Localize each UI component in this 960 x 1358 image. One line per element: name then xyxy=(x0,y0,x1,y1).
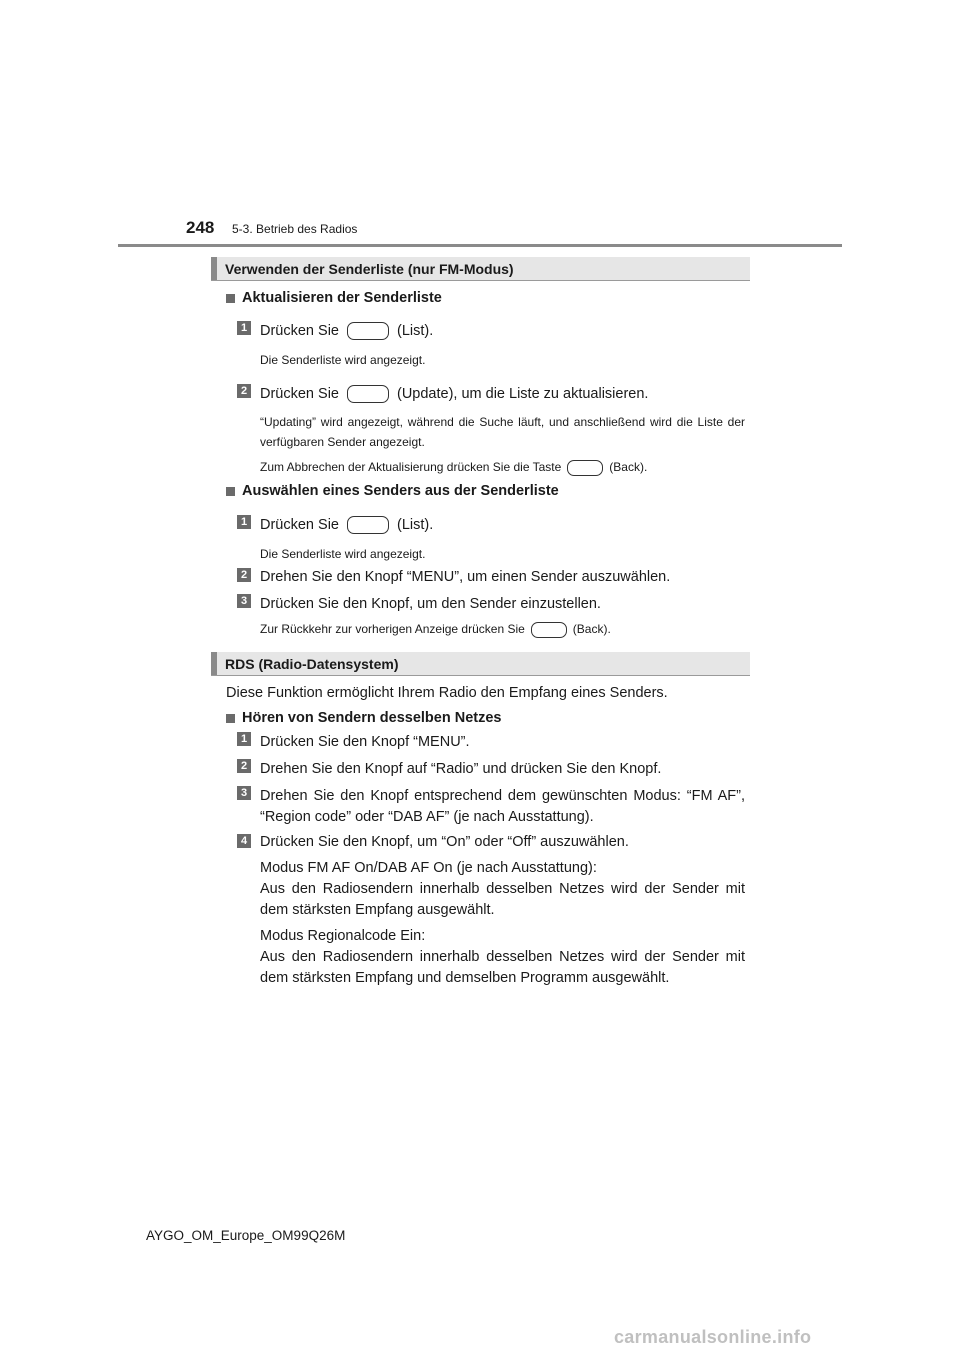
page-number: 248 xyxy=(186,218,215,237)
step-text xyxy=(260,321,433,342)
back-button-icon xyxy=(567,460,603,476)
subheading-text: Auswählen eines Senders aus der Senderliste xyxy=(242,483,559,499)
step-number: 1 xyxy=(237,321,251,335)
note-text-pre: Zum Abbrechen der Aktualisierung drücken Sie die Taste xyxy=(260,460,562,474)
step-text-pre: Drücken Sie xyxy=(260,323,339,339)
step-text: Drehen Sie den Knopf “MENU”, um einen Sender auszuwählen. xyxy=(260,569,671,585)
note-text-post: (Back). xyxy=(572,622,611,636)
step-number: 4 xyxy=(237,834,251,848)
step-note: Die Senderliste wird angezeigt. xyxy=(260,353,426,367)
intro-text: Diese Funktion ermöglicht Ihrem Radio den Empfang eines Senders. xyxy=(226,685,668,701)
section-title: 5-3. Betrieb des Radios xyxy=(232,222,358,236)
step-text-pre: Drücken Sie xyxy=(260,517,339,533)
bullet-square-icon xyxy=(226,714,235,723)
bullet-square-icon xyxy=(226,487,235,496)
section-bar-rds xyxy=(211,652,750,676)
step-number: 2 xyxy=(237,759,251,773)
note-text-pre: Zur Rückkehr zur vorherigen Anzeige drücken Sie xyxy=(260,622,525,636)
mode-text: Aus den Radiosendern innerhalb desselben Netzes wird der Sender mit dem stärksten Empfang ausgewählt. xyxy=(260,881,745,918)
bullet-square-icon xyxy=(226,294,235,303)
step-text xyxy=(260,515,433,536)
step-text-post: (List). xyxy=(396,517,434,533)
mode-text: Aus den Radiosendern innerhalb desselben Netzes wird der Sender mit dem stärksten Empfang und demselben Programm ausgewählt. xyxy=(260,949,745,986)
subheading-select xyxy=(226,483,559,499)
step-text: Drücken Sie den Knopf “MENU”. xyxy=(260,734,470,750)
list-button-icon xyxy=(347,516,389,534)
step-text-post: (List). xyxy=(396,323,434,339)
step-text-pre: Drücken Sie xyxy=(260,386,339,402)
subheading-update xyxy=(226,290,442,306)
step-note: “Updating” wird angezeigt, während die Suche läuft, und anschließend wird die Liste der verfügbaren Sender angezeigt. xyxy=(260,415,745,449)
step-note xyxy=(260,619,611,639)
step-text: Drücken Sie den Knopf, um “On” oder “Off” auszuwählen. xyxy=(260,834,629,850)
subheading-text: Aktualisieren der Senderliste xyxy=(242,290,442,306)
step-text xyxy=(260,384,648,405)
list-button-icon xyxy=(347,322,389,340)
watermark: carmanualsonline.info xyxy=(614,1327,812,1347)
section-heading: Verwenden der Senderliste (nur FM-Modus) xyxy=(225,261,514,277)
subheading-rds xyxy=(226,710,501,726)
mode-title: Modus FM AF On/DAB AF On (je nach Ausstattung): xyxy=(260,860,597,876)
step-number: 3 xyxy=(237,786,251,800)
mode-title: Modus Regionalcode Ein: xyxy=(260,928,426,944)
section-bar-senderliste xyxy=(211,257,750,281)
step-note xyxy=(260,457,647,477)
subheading-text: Hören von Sendern desselben Netzes xyxy=(242,710,502,726)
step-number: 1 xyxy=(237,515,251,529)
step-note: Die Senderliste wird angezeigt. xyxy=(260,547,426,561)
step-number: 2 xyxy=(237,568,251,582)
update-button-icon xyxy=(347,385,389,403)
footer-code: AYGO_OM_Europe_OM99Q26M xyxy=(146,1228,346,1243)
header-rule xyxy=(118,244,842,247)
step-number: 1 xyxy=(237,732,251,746)
note-text-post: (Back). xyxy=(609,460,648,474)
step-number: 2 xyxy=(237,384,251,398)
step-number: 3 xyxy=(237,594,251,608)
step-text: Drücken Sie den Knopf, um den Sender einzustellen. xyxy=(260,596,601,612)
back-button-icon xyxy=(531,622,567,638)
section-heading: RDS (Radio-Datensystem) xyxy=(225,656,399,672)
step-text-post: (Update), um die Liste zu aktualisieren. xyxy=(396,386,649,402)
step-text: Drehen Sie den Knopf entsprechend dem gewünschten Modus: “FM AF”, “Region code” oder “DAB AF” (je nach Ausstattung). xyxy=(260,788,745,825)
step-text: Drehen Sie den Knopf auf “Radio” und drücken Sie den Knopf. xyxy=(260,761,662,777)
